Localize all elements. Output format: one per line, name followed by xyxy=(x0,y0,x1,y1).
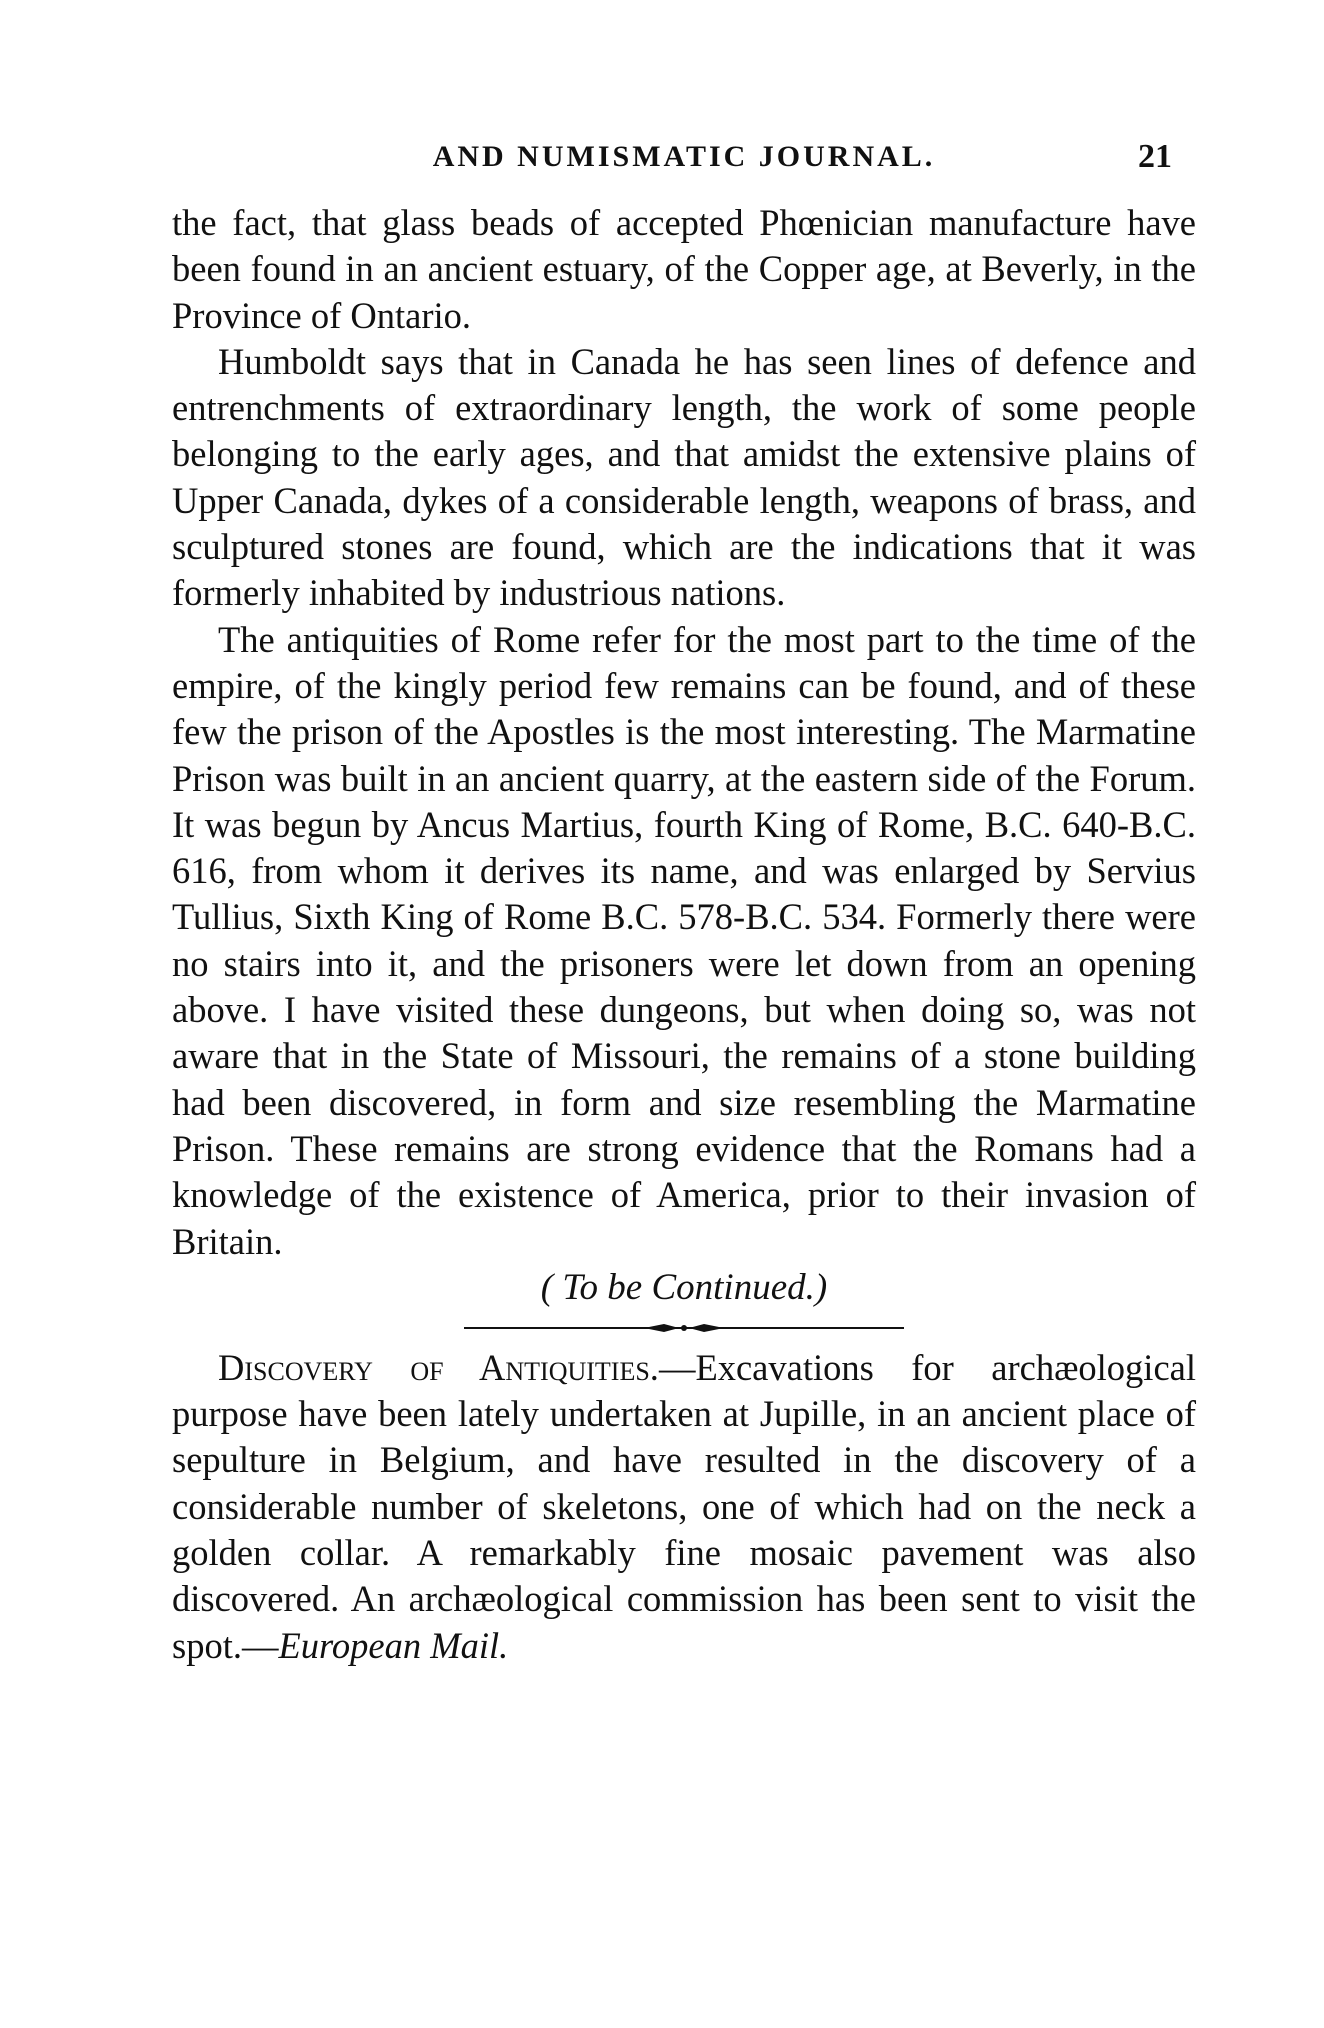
page-number: 21 xyxy=(1138,138,1172,175)
journal-page xyxy=(172,0,1196,2028)
to-be-continued: ( To be Continued.) xyxy=(540,1266,828,1308)
discovery-heading: Discovery of Antiquities. xyxy=(218,1346,659,1388)
discovery-paragraph xyxy=(172,1345,1196,1669)
discovery-source: European Mail. xyxy=(278,1624,509,1666)
running-title: AND NUMISMATIC JOURNAL. xyxy=(432,140,936,173)
divider-rule xyxy=(464,1311,904,1345)
paragraph-2: Humboldt says that in Canada he has seen lines of defence and entrenchments of extraordinary length, the work of some people belonging to the early ages, and that amidst the extensive plains of Upper Canada, dykes of a considerable length, weapons of brass, and sculptured stones are found, which are the indications that it was formerly inhabited by industrious nations. xyxy=(172,340,1196,614)
discovery-text: —Excavations for archæological purpose have been lately undertaken at Jupille, in an ancient place of sepulture in Belgium, and have resulted in the discovery of a considerable number of skeletons, one of which had on the neck a golden collar. A remarkably fine mosaic pavement was also discovered. An archæological commission has been sent to visit the spot.— xyxy=(172,1346,1196,1666)
running-head xyxy=(172,136,1196,186)
section-divider xyxy=(464,1311,904,1345)
article-body xyxy=(172,200,1196,1669)
paragraph-1: the fact, that glass beads of accepted Phœnician manufacture have been found in an ancient estuary, of the Copper age, at Beverly, in the Province of Ontario. xyxy=(172,202,1196,336)
paragraph-3: The antiquities of Rome refer for the most part to the time of the empire, of the kingly period few remains can be found, and of these few the prison of the Apostles is the most interesting. The Marmatine Prison was built in an ancient quarry, at the eastern side of the Forum. It was begun by Ancus Martius, fourth King of Rome, B.C. 640-B.C. 616, from whom it derives its name, and was enlarged by Servius Tullius, Sixth King of Rome B.C. 578-B.C. 534. Formerly there were no stairs into it, and the prisoners were let down from an opening above. I have visited these dungeons, but when doing so, was not aware that in the State of Missouri, the remains of a stone building had been discovered, in form and size resembling the Marmatine Prison. These remains are strong evidence that the Romans had a knowledge of the existence of America, prior to their invasion of Britain. xyxy=(172,618,1196,1262)
